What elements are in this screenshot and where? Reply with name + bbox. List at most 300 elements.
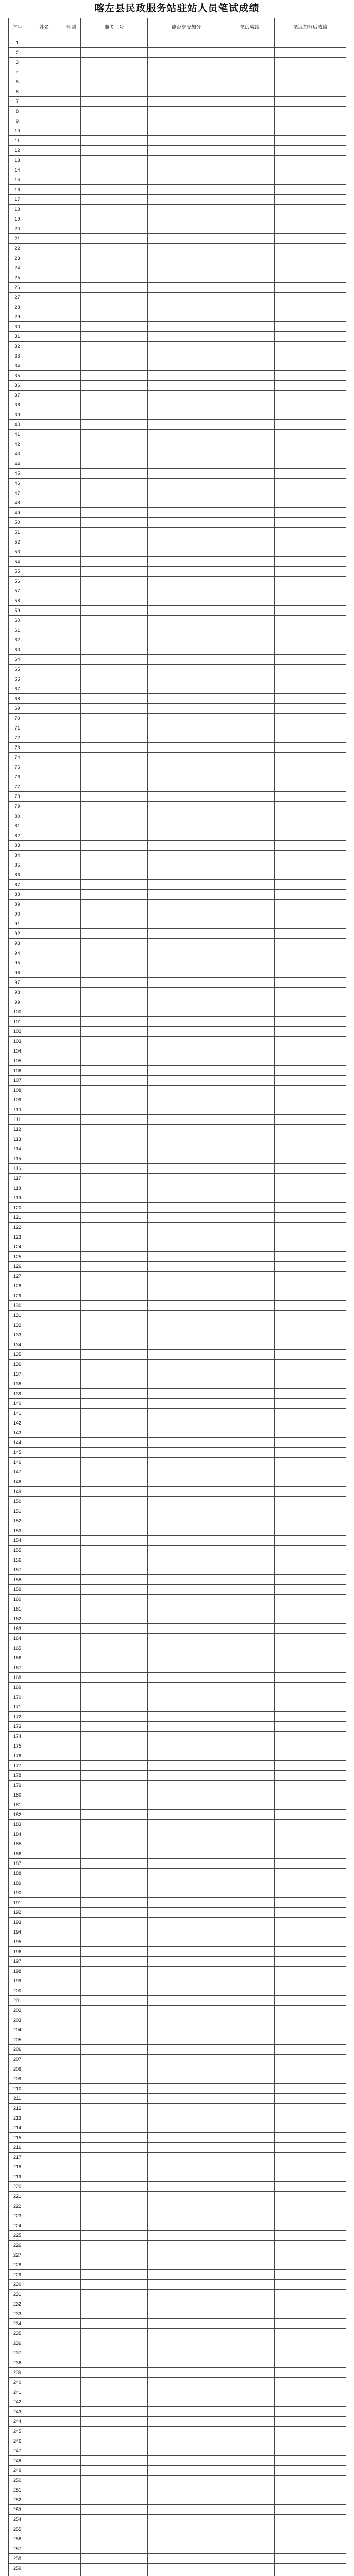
cell-bonus-eligibility <box>148 939 225 948</box>
cell-bonus-eligibility <box>148 2133 225 2143</box>
table-row <box>9 988 346 997</box>
cell-written-score <box>225 625 275 635</box>
cell-exam-id <box>81 2280 148 2290</box>
cell-no: 51 <box>9 528 26 537</box>
cell-final-score <box>275 547 346 557</box>
cell-sex <box>62 596 81 606</box>
cell-bonus-eligibility <box>148 87 225 97</box>
cell-sex <box>62 332 81 342</box>
cell-written-score <box>225 900 275 909</box>
cell-exam-id <box>81 1213 148 1223</box>
cell-bonus-eligibility <box>148 2182 225 2192</box>
cell-name <box>26 625 62 635</box>
cell-no: 152 <box>9 1516 26 1526</box>
table-row <box>9 2211 346 2221</box>
cell-written-score <box>225 792 275 802</box>
cell-name <box>26 67 62 77</box>
cell-bonus-eligibility <box>148 1320 225 1330</box>
cell-bonus-eligibility <box>148 293 225 302</box>
cell-no: 246 <box>9 2436 26 2446</box>
cell-sex <box>62 410 81 420</box>
cell-sex <box>62 2133 81 2143</box>
cell-sex <box>62 537 81 547</box>
table-row <box>9 2270 346 2280</box>
cell-written-score <box>225 2064 275 2074</box>
table-row <box>9 1320 346 1330</box>
cell-name <box>26 1379 62 1389</box>
cell-no: 104 <box>9 1046 26 1056</box>
cell-written-score <box>225 988 275 997</box>
cell-no: 249 <box>9 2466 26 2476</box>
cell-sex <box>62 1027 81 1037</box>
cell-sex <box>62 1927 81 1937</box>
cell-final-score <box>275 978 346 988</box>
cell-bonus-eligibility <box>148 1683 225 1692</box>
cell-exam-id <box>81 1487 148 1497</box>
cell-bonus-eligibility <box>148 1996 225 2006</box>
cell-exam-id <box>81 567 148 577</box>
cell-written-score <box>225 165 275 175</box>
cell-name <box>26 312 62 322</box>
cell-bonus-eligibility <box>148 1467 225 1477</box>
cell-no: 112 <box>9 1125 26 1134</box>
cell-written-score <box>225 1888 275 1898</box>
cell-exam-id <box>81 1908 148 1918</box>
cell-sex <box>62 1056 81 1066</box>
cell-bonus-eligibility <box>148 2358 225 2368</box>
cell-sex <box>62 586 81 596</box>
table-row <box>9 1732 346 1741</box>
cell-final-score <box>275 1683 346 1692</box>
cell-bonus-eligibility <box>148 1722 225 1732</box>
cell-name <box>26 586 62 596</box>
cell-no: 194 <box>9 1927 26 1937</box>
table-row <box>9 2172 346 2182</box>
cell-name <box>26 1986 62 1996</box>
cell-bonus-eligibility <box>148 890 225 900</box>
cell-sex <box>62 2554 81 2564</box>
cell-bonus-eligibility <box>148 841 225 851</box>
table-row <box>9 253 346 263</box>
cell-bonus-eligibility <box>148 2446 225 2456</box>
table-row <box>9 2427 346 2436</box>
cell-final-score <box>275 2299 346 2309</box>
table-row <box>9 332 346 342</box>
cell-name <box>26 322 62 332</box>
cell-final-score <box>275 1360 346 1369</box>
table-row <box>9 1389 346 1399</box>
table-row <box>9 1741 346 1751</box>
cell-name <box>26 1272 62 1281</box>
cell-final-score <box>275 87 346 97</box>
cell-final-score <box>275 2446 346 2456</box>
cell-sex <box>62 674 81 684</box>
cell-no: 149 <box>9 1487 26 1497</box>
table-row <box>9 498 346 508</box>
cell-no: 173 <box>9 1722 26 1732</box>
cell-written-score <box>225 2143 275 2153</box>
cell-written-score <box>225 919 275 929</box>
cell-bonus-eligibility <box>148 1458 225 1467</box>
cell-sex <box>62 1663 81 1673</box>
cell-bonus-eligibility <box>148 1487 225 1497</box>
cell-name <box>26 2495 62 2505</box>
cell-bonus-eligibility <box>148 1428 225 1438</box>
cell-no: 25 <box>9 273 26 283</box>
cell-written-score <box>225 714 275 723</box>
cell-sex <box>62 1046 81 1056</box>
cell-written-score <box>225 2084 275 2094</box>
cell-bonus-eligibility <box>148 528 225 537</box>
table-row <box>9 205 346 214</box>
cell-sex <box>62 38 81 48</box>
table-row <box>9 1869 346 1878</box>
cell-final-score <box>275 1046 346 1056</box>
cell-sex <box>62 1448 81 1458</box>
table-row <box>9 714 346 723</box>
cell-name <box>26 2505 62 2515</box>
cell-no: 107 <box>9 1076 26 1086</box>
cell-no: 76 <box>9 772 26 782</box>
table-row <box>9 2544 346 2554</box>
cell-name <box>26 1330 62 1340</box>
cell-sex <box>62 694 81 704</box>
cell-bonus-eligibility <box>148 2153 225 2162</box>
cell-exam-id <box>81 1692 148 1702</box>
table-row <box>9 410 346 420</box>
cell-name <box>26 234 62 244</box>
cell-name <box>26 2084 62 2094</box>
cell-final-score <box>275 2280 346 2290</box>
cell-no: 161 <box>9 1604 26 1614</box>
cell-written-score <box>225 586 275 596</box>
cell-written-score <box>225 1350 275 1360</box>
cell-no: 147 <box>9 1467 26 1477</box>
cell-bonus-eligibility <box>148 1536 225 1546</box>
cell-exam-id <box>81 1007 148 1017</box>
cell-no: 15 <box>9 175 26 185</box>
cell-name <box>26 126 62 136</box>
cell-sex <box>62 1301 81 1311</box>
cell-sex <box>62 997 81 1007</box>
cell-bonus-eligibility <box>148 1555 225 1565</box>
cell-bonus-eligibility <box>148 2074 225 2084</box>
cell-final-score <box>275 2172 346 2182</box>
cell-written-score <box>225 1957 275 1967</box>
cell-sex <box>62 1174 81 1183</box>
cell-bonus-eligibility <box>148 1781 225 1790</box>
cell-bonus-eligibility <box>148 1183 225 1193</box>
cell-exam-id <box>81 1585 148 1595</box>
header-bonus: 能否享受加分 <box>148 18 225 38</box>
cell-sex <box>62 1360 81 1369</box>
cell-name <box>26 2104 62 2113</box>
cell-name <box>26 2338 62 2348</box>
cell-bonus-eligibility <box>148 1144 225 1154</box>
table-row <box>9 195 346 205</box>
table-row <box>9 439 346 449</box>
cell-sex <box>62 870 81 880</box>
cell-written-score <box>225 1477 275 1487</box>
cell-sex <box>62 1164 81 1174</box>
cell-sex <box>62 2055 81 2064</box>
cell-written-score <box>225 2025 275 2035</box>
cell-exam-id <box>81 1810 148 1820</box>
cell-name <box>26 870 62 880</box>
cell-written-score <box>225 1389 275 1399</box>
cell-name <box>26 2544 62 2554</box>
cell-bonus-eligibility <box>148 205 225 214</box>
cell-name <box>26 1927 62 1937</box>
cell-exam-id <box>81 1105 148 1115</box>
cell-name <box>26 811 62 821</box>
cell-bonus-eligibility <box>148 1516 225 1526</box>
table-row <box>9 1086 346 1095</box>
cell-sex <box>62 606 81 616</box>
cell-final-score <box>275 1340 346 1350</box>
cell-written-score <box>225 263 275 273</box>
cell-bonus-eligibility <box>148 1379 225 1389</box>
cell-bonus-eligibility <box>148 1272 225 1281</box>
cell-final-score <box>275 1448 346 1458</box>
cell-exam-id <box>81 1634 148 1643</box>
cell-exam-id <box>81 1800 148 1810</box>
cell-name <box>26 1781 62 1790</box>
cell-no: 193 <box>9 1918 26 1927</box>
cell-final-score <box>275 224 346 234</box>
cell-written-score <box>225 2172 275 2182</box>
cell-sex <box>62 723 81 733</box>
table-row <box>9 1604 346 1614</box>
cell-bonus-eligibility <box>148 1252 225 1262</box>
cell-exam-id <box>81 1223 148 1232</box>
cell-name <box>26 498 62 508</box>
cell-no: 219 <box>9 2172 26 2182</box>
cell-name <box>26 1467 62 1477</box>
cell-bonus-eligibility <box>148 968 225 978</box>
cell-exam-id <box>81 2074 148 2084</box>
cell-name <box>26 1242 62 1252</box>
cell-sex <box>62 2378 81 2387</box>
table-row <box>9 1673 346 1683</box>
table-row <box>9 1291 346 1301</box>
cell-exam-id <box>81 537 148 547</box>
table-row <box>9 939 346 948</box>
cell-sex <box>62 1986 81 1996</box>
cell-final-score <box>275 1516 346 1526</box>
cell-exam-id <box>81 136 148 146</box>
cell-no: 13 <box>9 156 26 165</box>
cell-exam-id <box>81 1741 148 1751</box>
cell-exam-id <box>81 1125 148 1134</box>
cell-exam-id <box>81 547 148 557</box>
table-row <box>9 1624 346 1634</box>
cell-sex <box>62 528 81 537</box>
cell-sex <box>62 1232 81 1242</box>
cell-exam-id <box>81 2329 148 2338</box>
cell-sex <box>62 1105 81 1115</box>
cell-final-score <box>275 939 346 948</box>
cell-no: 136 <box>9 1360 26 1369</box>
cell-bonus-eligibility <box>148 1663 225 1673</box>
cell-written-score <box>225 77 275 87</box>
cell-name <box>26 1888 62 1898</box>
cell-written-score <box>225 1497 275 1506</box>
cell-final-score <box>275 880 346 890</box>
cell-name <box>26 1027 62 1037</box>
cell-written-score <box>225 684 275 694</box>
cell-name <box>26 410 62 420</box>
cell-name <box>26 2201 62 2211</box>
cell-final-score <box>275 528 346 537</box>
cell-sex <box>62 2564 81 2573</box>
table-row <box>9 1702 346 1712</box>
cell-sex <box>62 890 81 900</box>
cell-final-score <box>275 557 346 567</box>
cell-final-score <box>275 1506 346 1516</box>
cell-written-score <box>225 2211 275 2221</box>
table-row <box>9 2407 346 2417</box>
cell-final-score <box>275 420 346 430</box>
cell-exam-id <box>81 1663 148 1673</box>
cell-sex <box>62 1262 81 1272</box>
cell-exam-id <box>81 919 148 929</box>
cell-sex <box>62 2436 81 2446</box>
cell-sex <box>62 2358 81 2368</box>
table-row <box>9 743 346 753</box>
cell-final-score <box>275 567 346 577</box>
table-row <box>9 351 346 361</box>
table-row <box>9 1360 346 1369</box>
table-row <box>9 1154 346 1164</box>
cell-bonus-eligibility <box>148 1105 225 1115</box>
cell-written-score <box>225 1732 275 1741</box>
cell-exam-id <box>81 1203 148 1213</box>
cell-bonus-eligibility <box>148 1692 225 1702</box>
table-row <box>9 175 346 185</box>
cell-exam-id <box>81 1643 148 1653</box>
cell-final-score <box>275 1183 346 1193</box>
cell-no: 81 <box>9 821 26 831</box>
cell-exam-id <box>81 439 148 449</box>
cell-exam-id <box>81 1820 148 1829</box>
cell-sex <box>62 2025 81 2035</box>
cell-bonus-eligibility <box>148 1751 225 1761</box>
cell-name <box>26 655 62 665</box>
cell-final-score <box>275 1252 346 1262</box>
cell-exam-id <box>81 1927 148 1937</box>
cell-no: 41 <box>9 430 26 439</box>
cell-bonus-eligibility <box>148 1046 225 1056</box>
cell-bonus-eligibility <box>148 1174 225 1183</box>
cell-written-score <box>225 1800 275 1810</box>
cell-bonus-eligibility <box>148 1223 225 1232</box>
cell-no: 183 <box>9 1820 26 1829</box>
cell-name <box>26 2094 62 2104</box>
cell-no: 118 <box>9 1183 26 1193</box>
cell-bonus-eligibility <box>148 2485 225 2495</box>
cell-exam-id <box>81 391 148 400</box>
cell-no: 169 <box>9 1683 26 1692</box>
cell-sex <box>62 1487 81 1497</box>
cell-no: 141 <box>9 1409 26 1418</box>
cell-no: 160 <box>9 1595 26 1604</box>
cell-exam-id <box>81 2299 148 2309</box>
cell-exam-id <box>81 528 148 537</box>
cell-no: 159 <box>9 1585 26 1595</box>
cell-exam-id <box>81 1232 148 1242</box>
cell-no: 158 <box>9 1575 26 1585</box>
cell-sex <box>62 1369 81 1379</box>
cell-sex <box>62 635 81 645</box>
cell-written-score <box>225 126 275 136</box>
cell-sex <box>62 1409 81 1418</box>
table-row <box>9 1330 346 1340</box>
cell-bonus-eligibility <box>148 214 225 224</box>
cell-written-score <box>225 1409 275 1418</box>
table-row <box>9 2378 346 2387</box>
table-row <box>9 2133 346 2143</box>
cell-no: 233 <box>9 2309 26 2319</box>
cell-bonus-eligibility <box>148 1037 225 1046</box>
cell-name <box>26 1741 62 1751</box>
cell-exam-id <box>81 860 148 870</box>
cell-bonus-eligibility <box>148 1242 225 1252</box>
cell-no: 29 <box>9 312 26 322</box>
cell-no <box>9 2573 26 2576</box>
cell-name <box>26 2309 62 2319</box>
cell-sex <box>62 1702 81 1712</box>
table-row <box>9 2534 346 2544</box>
cell-bonus-eligibility <box>148 2534 225 2544</box>
cell-exam-id <box>81 2133 148 2143</box>
cell-bonus-eligibility <box>148 2466 225 2476</box>
table-row <box>9 361 346 371</box>
table-row <box>9 1272 346 1281</box>
cell-name <box>26 136 62 146</box>
cell-name <box>26 38 62 48</box>
cell-final-score <box>275 782 346 792</box>
cell-name <box>26 2280 62 2290</box>
cell-written-score <box>225 1604 275 1614</box>
cell-sex <box>62 1595 81 1604</box>
cell-no: 33 <box>9 351 26 361</box>
table-row <box>9 2104 346 2113</box>
cell-bonus-eligibility <box>148 762 225 772</box>
cell-final-score <box>275 351 346 361</box>
cell-sex <box>62 704 81 714</box>
cell-exam-id <box>81 2241 148 2250</box>
table-row <box>9 645 346 655</box>
cell-bonus-eligibility <box>148 1839 225 1849</box>
cell-written-score <box>225 1673 275 1683</box>
cell-name <box>26 175 62 185</box>
cell-name <box>26 958 62 968</box>
cell-bonus-eligibility <box>148 58 225 67</box>
cell-sex <box>62 792 81 802</box>
cell-no: 192 <box>9 1908 26 1918</box>
cell-name <box>26 1800 62 1810</box>
cell-no: 75 <box>9 762 26 772</box>
cell-no: 225 <box>9 2231 26 2241</box>
cell-no: 195 <box>9 1937 26 1947</box>
cell-name <box>26 1477 62 1487</box>
table-row <box>9 2162 346 2172</box>
cell-final-score <box>275 2113 346 2123</box>
cell-no: 222 <box>9 2201 26 2211</box>
cell-final-score <box>275 165 346 175</box>
cell-bonus-eligibility <box>148 1546 225 1555</box>
